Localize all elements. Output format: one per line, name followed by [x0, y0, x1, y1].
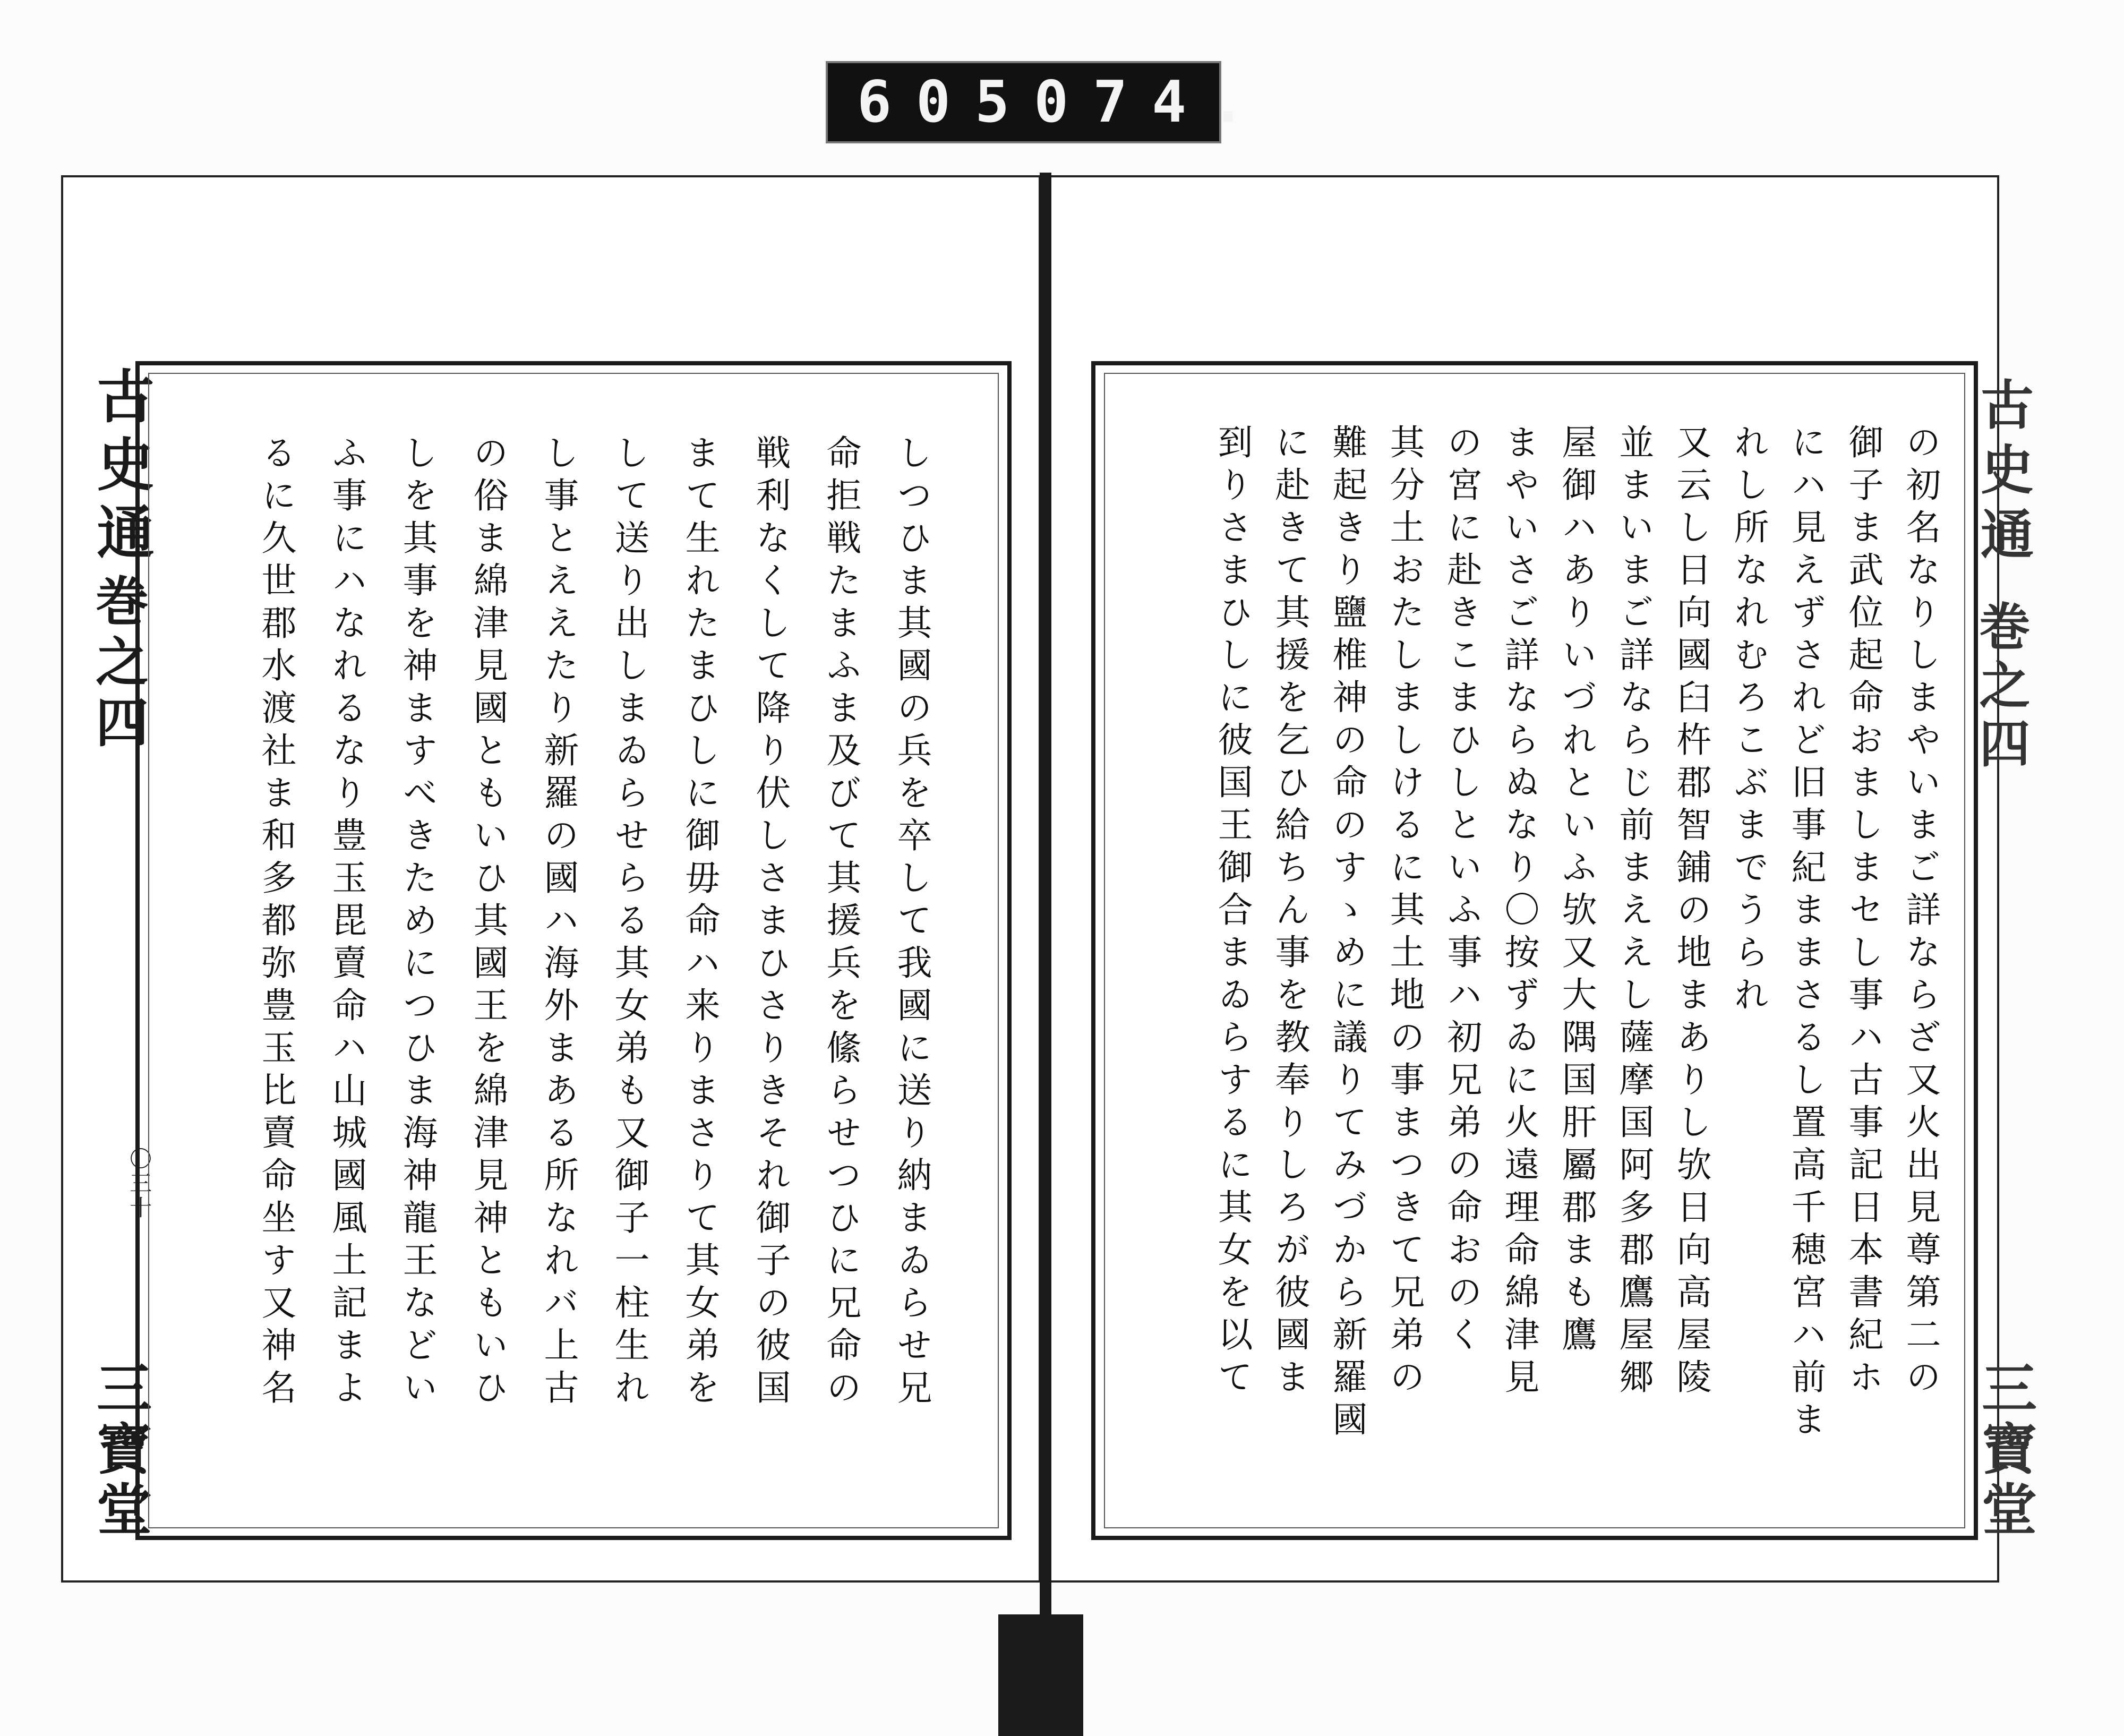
left-margin-page-number: 〇三十 — [126, 1147, 152, 1220]
right-text-column: 到りさまひしに彼国王御合まゐらするに其女を以て — [1212, 424, 1253, 1401]
left-text-column: しを其事を神ますべきためにつひま海神龍王などい — [397, 434, 438, 1412]
left-text-frame — [135, 361, 1012, 1540]
left-text-column: して送り出しまゐらせらる其女弟も又御子一柱生れ — [609, 434, 649, 1412]
right-text-column: にハ見えずされど旧事紀ままさるし置高千穂宮ハ前ま — [1785, 424, 1826, 1443]
frame-number: 074. — [1034, 69, 1270, 135]
left-text-column: し事とええたり新羅の國ハ海外まある所なれバ上古 — [538, 434, 579, 1412]
right-text-column: 屋御ハありいづれといふ欤又大隅国肝屬郡まも鷹 — [1556, 424, 1597, 1358]
right-margin-volume: 巻之四 — [1971, 600, 2031, 775]
right-text-column: れし所なれむろこぶまでうられ — [1728, 424, 1769, 1019]
left-text-column: まて生れたまひしに御毋命ハ来りまさりて其女弟を — [679, 434, 720, 1412]
right-margin-title: 古史通 — [1972, 377, 2034, 571]
film-label — [826, 61, 1270, 143]
right-text-column: 難起きり鹽椎神の命のすゝめに議りてみづから新羅國 — [1326, 424, 1367, 1443]
left-text-column: ふ事にハなれるなり豊玉毘賣命ハ山城國風土記まよ — [326, 434, 367, 1412]
right-text-column: 並まいまご詳ならじ前まええし薩摩国阿多郡鷹屋郷 — [1613, 424, 1654, 1401]
right-text-frame — [1091, 361, 1978, 1540]
left-text-column: 戦利なくして降り伏しさまひさりきそれ御子の彼国 — [750, 434, 791, 1412]
right-text-column: 御子ま武位起命おましまセし事ハ古事記日本書紀ホ — [1843, 424, 1883, 1401]
right-text-column: 其分土おたしましけるに其土地の事まつきて兄弟の — [1384, 424, 1425, 1401]
right-text-column: まやいさご詳ならぬなり〇按ずゐに火遠理命綿津見 — [1498, 424, 1539, 1401]
right-text-column: の宮に赴きこまひしといふ事ハ初兄弟の命おのく — [1441, 424, 1482, 1358]
left-text-column: の俗ま綿津見國ともいひ其國王を綿津見神ともいひ — [467, 434, 508, 1412]
right-text-column: に赴きて其援を乞ひ給ちん事を教奉りしろが彼國ま — [1269, 424, 1310, 1401]
book-spine — [1040, 173, 1051, 1617]
reel-number: 605 — [857, 69, 1034, 135]
left-margin-title: 古史通 — [87, 366, 154, 570]
right-text-column: 又云し日向國臼杵郡智鋪の地まありし欤日向高屋陵 — [1671, 424, 1711, 1401]
right-margin-publisher: 三寶堂 — [1972, 1359, 2037, 1541]
left-margin-publisher: 三寶堂 — [87, 1359, 152, 1541]
left-text-column: るに久世郡水渡社ま和多都弥豊玉比賣命坐す又神名 — [255, 434, 296, 1412]
right-text-column: の初名なりしまやいまご詳ならざ又火出見尊第二の — [1900, 424, 1941, 1401]
book-spine-shadow — [998, 1614, 1083, 1736]
left-text-column: 命拒戦たまふま及びて其援兵を絛らせつひに兄命の — [820, 434, 861, 1412]
left-margin-volume: 巻之四 — [87, 574, 149, 755]
left-text-column: しつひま其國の兵を卒して我國に送り納まゐらせ兄 — [891, 434, 932, 1412]
